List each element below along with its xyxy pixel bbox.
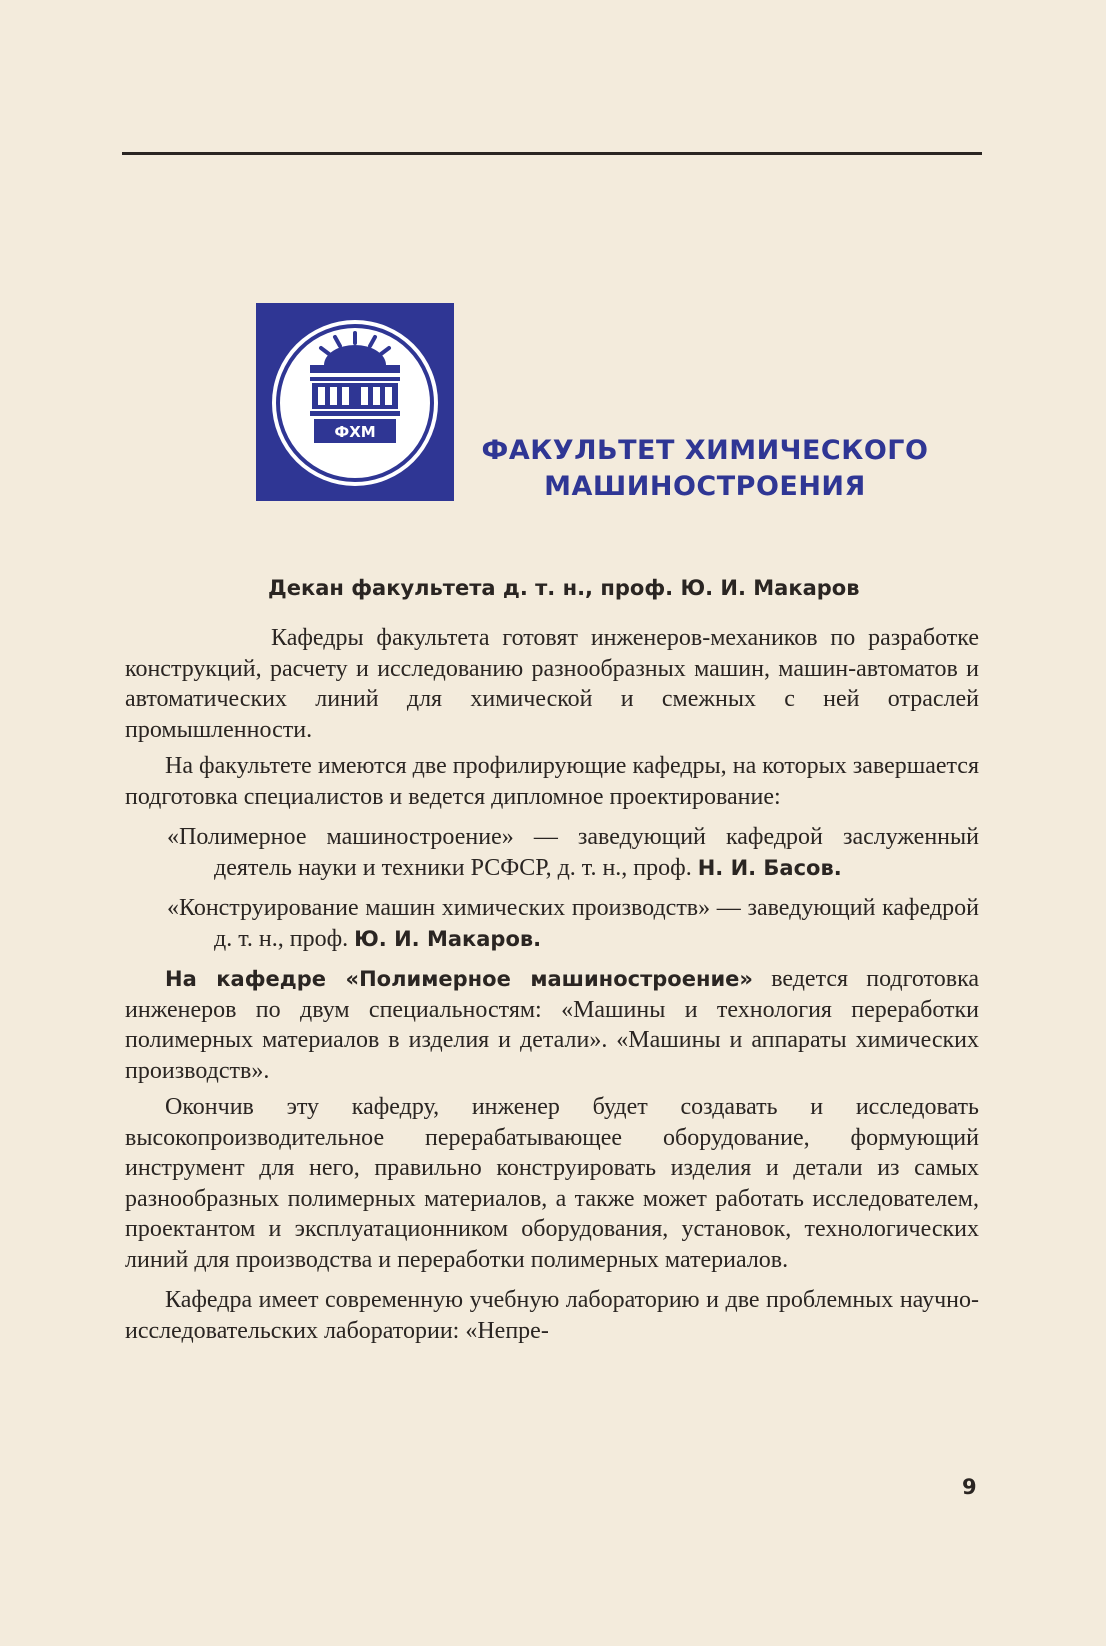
department-chemical-head: Ю. И. Макаров. <box>354 926 542 951</box>
faculty-emblem <box>256 303 454 501</box>
department-chemical-text: «Конструирование машин химических производств» — заведующий кафедрой д. т. н., проф. <box>167 895 979 952</box>
paragraph-intro: Кафедры факультета готовят инженеров-механиков по разработке конструкций, расчету и исследованию разнообразных машин, машин-автоматов и автоматических линий для химической и смежных с ней отраслей промышленности. <box>125 625 979 743</box>
page-number: 9 <box>962 1475 977 1499</box>
paragraph-laboratories: Кафедра имеет современную учебную лабораторию и две проблемных научно-исследовательских лаборатории: «Непре- <box>125 1287 979 1344</box>
polymer-dept-lead: На кафедре «Полимерное машиностроение» <box>165 967 753 991</box>
paragraph-polymer-dept <box>125 964 979 1086</box>
department-item-polymer <box>125 822 979 883</box>
polymer-dept-text: ведется подготовка инженеров по двум специальностям: «Машины и технология переработки полимерных материалов в изделия и детали». «Машины и аппараты химических производств». <box>125 966 980 1084</box>
paragraph-graduate: Окончив эту кафедру, инженер будет создавать и исследовать высокопроизводительное перерабатывающее оборудование, формующий инструмент для него, правильно конструировать изделия и детали из самых разнообразных полимерных материалов, а также может работать исследователем, проектантом и эксплуатационником оборудования, установок, технологических линий для производства и переработки полимерных материалов. <box>125 1094 979 1273</box>
dean-prefix: Декан факультета д. т. н., проф. <box>268 576 681 600</box>
department-polymer-head: Н. И. Басов. <box>697 855 842 880</box>
emblem-letters: ФХМ <box>334 423 376 441</box>
paragraph-departments: На факультете имеются две профилирующие кафедры, на которых завершается подготовка специалистов и ведется дипломное проектирование: <box>125 753 979 810</box>
dean-line <box>268 573 948 603</box>
department-polymer-text: «Полимерное машиностроение» — заведующий кафедрой заслуженный деятель науки и техники РСФСР, д. т. н., проф. <box>167 824 979 881</box>
top-rule <box>122 152 982 155</box>
faculty-title: ФАКУЛЬТЕТ ХИМИЧЕСКОГО МАШИНОСТРОЕНИЯ <box>481 435 929 502</box>
dean-name: Ю. И. Макаров <box>680 576 860 600</box>
page-body <box>125 623 979 1346</box>
department-item-chemical <box>125 893 979 954</box>
